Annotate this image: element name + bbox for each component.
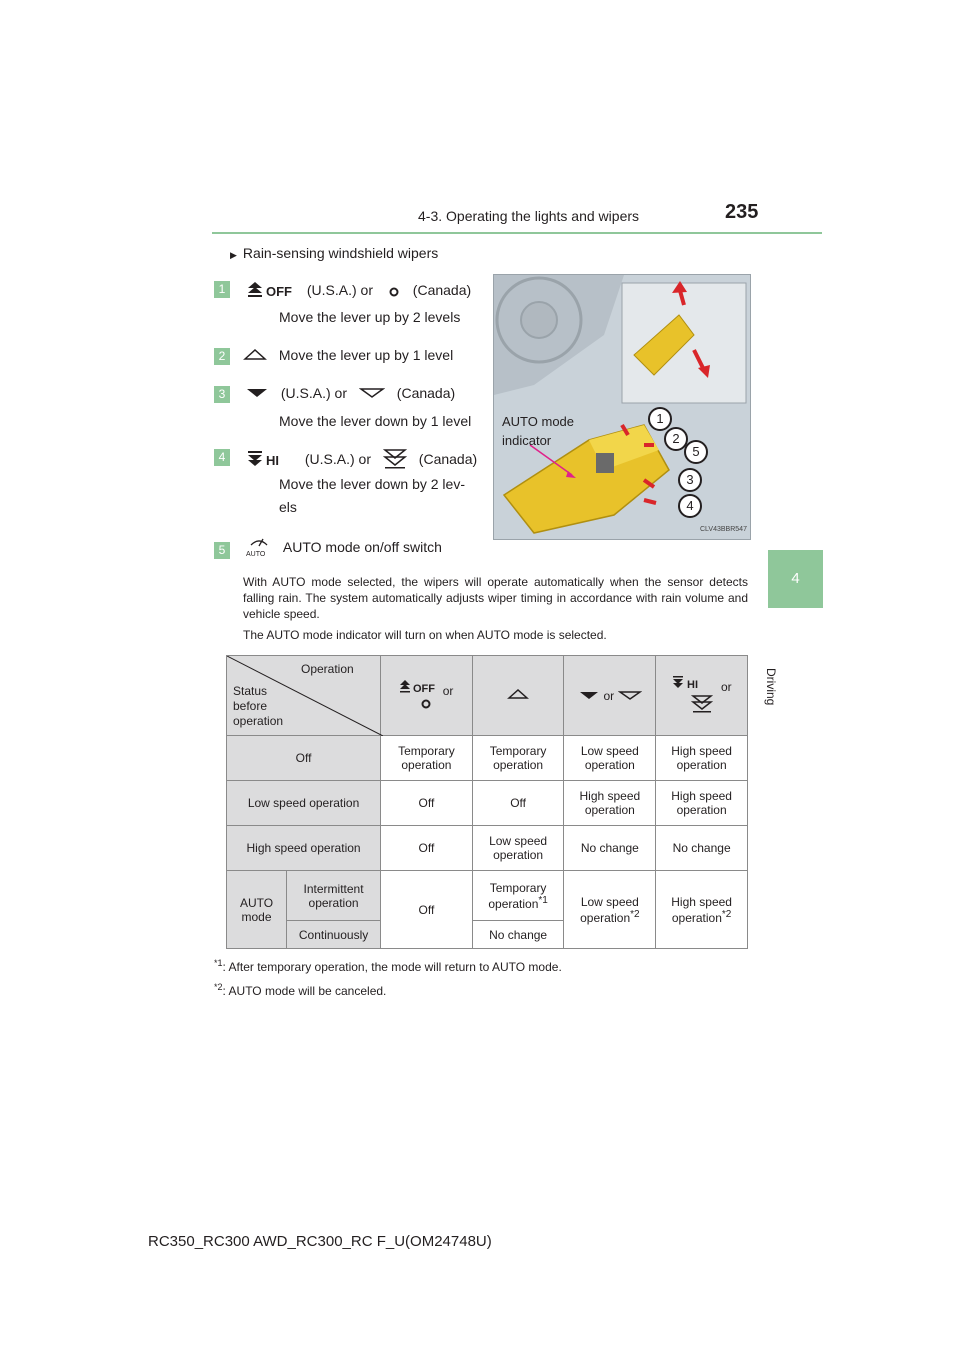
item-3-description: Move the lever down by 1 level (279, 413, 472, 429)
figure-label-line-2: indicator (502, 433, 552, 448)
table-corner-status (233, 684, 283, 729)
figure-callout: 3 (678, 468, 702, 492)
col-header-high (656, 656, 748, 736)
table-cell: Off (381, 871, 473, 949)
table-cell: No change (472, 921, 564, 949)
hi-icon-text: HI (266, 453, 279, 468)
high-speed-outline-icon (691, 694, 713, 714)
figure-callout: 4 (678, 494, 702, 518)
row-status-off: Off (227, 736, 381, 781)
or-text: or (603, 688, 615, 703)
item-badge: 5 (214, 542, 230, 559)
figure-label-line-1: AUTO mode (502, 414, 575, 429)
figure-label (502, 412, 574, 450)
row-status-continuously: Continuously (287, 921, 381, 949)
footnote-mark: *1 (538, 894, 548, 906)
item-badge: 2 (214, 348, 230, 365)
col-header-low (564, 656, 656, 736)
usa-note: (U.S.A.) or (304, 451, 372, 468)
off-icon-text: OFF (413, 683, 436, 695)
figure-code: CLV43BBR547 (700, 526, 747, 533)
item-5-line (243, 536, 442, 561)
item-2-description: Move the lever up by 1 level (278, 347, 454, 363)
paragraph-indicator: The AUTO mode indicator will turn on when AUTO mode is selected. (243, 628, 607, 642)
wiper-lever-illustration (493, 274, 751, 540)
footnote-1 (214, 958, 562, 974)
low-speed-outline-icon (618, 690, 642, 700)
usa-note: (U.S.A.) or (306, 282, 374, 299)
item-4-line (247, 448, 477, 473)
table-cell: Temporary operation (381, 736, 473, 781)
table-cell (564, 871, 656, 949)
item-2-line (243, 347, 453, 365)
corner-status-line: before (233, 699, 268, 713)
triangle-bullet-icon: ▶ (230, 250, 237, 260)
item-4-description-2: els (279, 499, 297, 515)
chapter-label-text: Driving (764, 668, 778, 706)
wiper-hi-icon (672, 675, 706, 691)
circle-off-icon (389, 284, 399, 300)
table-cell (472, 871, 564, 921)
or-text: or (442, 684, 454, 698)
item-4-description-1: Move the lever down by 2 lev- (279, 476, 465, 492)
row-status-auto: AUTO mode (227, 871, 287, 949)
table-cell: Low speed operation (472, 826, 564, 871)
document-code: RC350_RC300 AWD_RC300_RC F_U(OM24748U) (148, 1233, 492, 1250)
paragraph-auto-mode: With AUTO mode selected, the wipers will operate automatically when the sensor detects falling rain. The system automatically adjusts wiper timing in accordance with rain volume and vehicle speed. (243, 575, 748, 621)
item-1-line (247, 281, 471, 302)
row-status-intermittent: Intermittent operation (287, 871, 381, 921)
temporary-text: Temporary operation (488, 880, 547, 911)
low-text: Low speed operation (580, 894, 639, 925)
item-1-description: Move the lever up by 2 levels (279, 309, 461, 325)
corner-status-line: Status (233, 684, 268, 698)
canada-note: (Canada) (418, 451, 478, 468)
table-cell (656, 871, 748, 949)
canada-note: (Canada) (396, 385, 456, 401)
item-badge: 3 (214, 386, 230, 403)
footnote-mark: *2 (721, 908, 732, 920)
low-speed-outline-icon (359, 386, 385, 402)
chapter-tab: 4 (768, 550, 823, 608)
usa-note: (U.S.A.) or (280, 385, 348, 401)
table-cell: Off (381, 781, 473, 826)
mist-up-icon (507, 688, 529, 700)
mist-up-icon (243, 348, 267, 365)
high-text: High speed operation (671, 894, 732, 925)
footnote-mark: *2 (214, 982, 223, 992)
table-cell: Temporary operation (472, 736, 564, 781)
figure-callout: 1 (648, 407, 672, 431)
circle-off-icon (421, 699, 431, 709)
row-status-high: High speed operation (227, 826, 381, 871)
footnote-mark: *2 (630, 908, 640, 920)
figure-callout: 5 (684, 440, 708, 464)
footnote-text: : AUTO mode will be canceled. (222, 984, 387, 998)
table-row (227, 781, 748, 826)
table-cell: Off (381, 826, 473, 871)
low-speed-filled-icon (578, 690, 600, 700)
footnote-mark: *1 (214, 958, 223, 968)
item-5-description: AUTO mode on/off switch (282, 539, 442, 556)
figure-callout: 2 (664, 427, 688, 451)
corner-status-line: operation (233, 714, 284, 728)
table-cell: No change (656, 826, 748, 871)
wiper-off-icon (247, 281, 297, 302)
canada-note: (Canada) (412, 282, 472, 299)
table-corner-cell (227, 656, 381, 736)
table-row (227, 736, 748, 781)
hi-icon-text: HI (686, 678, 698, 691)
page-number: 235 (725, 201, 759, 223)
or-text: or (720, 679, 732, 694)
item-badge: 4 (214, 449, 230, 466)
high-speed-outline-icon (383, 448, 407, 473)
table-cell: High speed operation (656, 781, 748, 826)
table-cell: Off (472, 781, 564, 826)
table-cell: Low speed operation (564, 736, 656, 781)
sub-heading-text: Rain-sensing windshield wipers (242, 245, 439, 261)
section-title: 4-3. Operating the lights and wipers (418, 208, 640, 224)
table-row (227, 871, 748, 921)
table-cell: No change (564, 826, 656, 871)
col-header-off (381, 656, 473, 736)
wiper-hi-icon (247, 450, 287, 471)
auto-wiper-icon (243, 536, 275, 561)
wiper-operation-table (226, 655, 748, 949)
off-icon-text: OFF (266, 284, 292, 299)
item-3-line (245, 385, 455, 402)
header-rule (212, 232, 822, 234)
auto-icon-text: AUTO (246, 551, 266, 558)
table-cell: High speed operation (656, 736, 748, 781)
table-row (227, 826, 748, 871)
chapter-label (764, 618, 826, 706)
low-speed-filled-icon (245, 386, 269, 402)
sub-heading (230, 245, 438, 261)
item-badge: 1 (214, 281, 230, 298)
footnote-text: : After temporary operation, the mode will return to AUTO mode. (222, 960, 562, 974)
col-header-mist (472, 656, 564, 736)
row-status-low: Low speed operation (227, 781, 381, 826)
table-corner-operation: Operation (301, 662, 354, 676)
table-cell: High speed operation (564, 781, 656, 826)
footnote-2 (214, 982, 386, 998)
